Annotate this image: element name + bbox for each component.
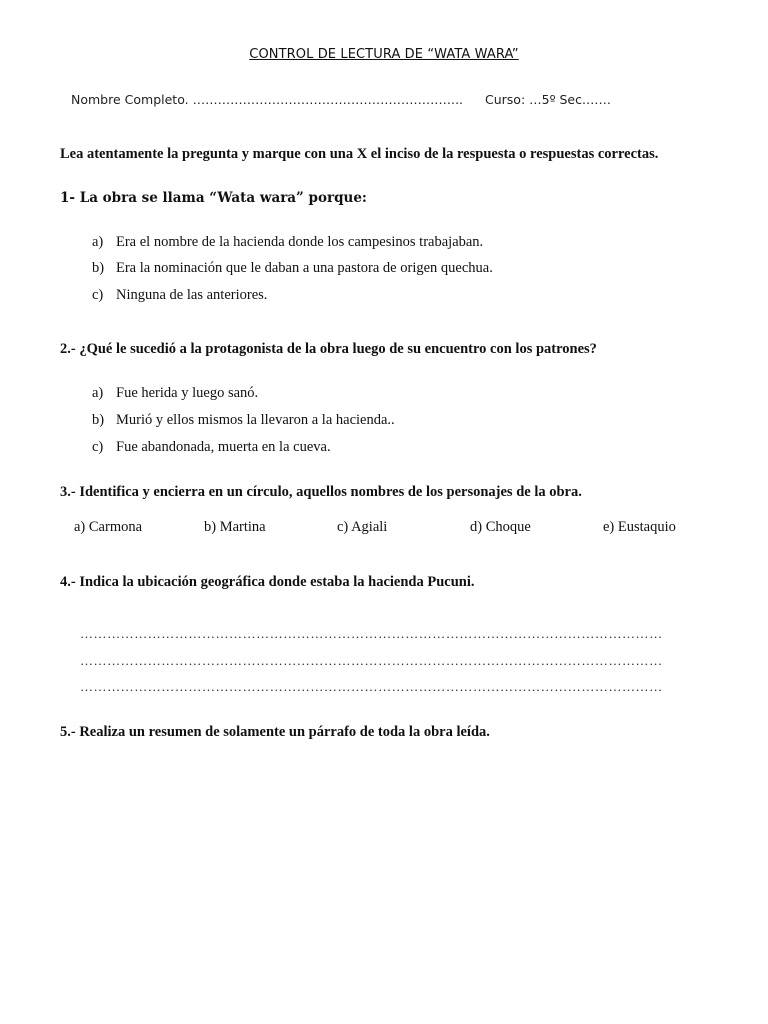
question-3: 3.- Identifica y encierra en un círculo, aquellos nombres de los personajes de la obra. [60,484,582,500]
option-letter: b) [92,260,105,276]
course-label: Curso: [485,92,526,107]
option-text: Fue herida y luego sanó. [116,385,259,401]
option-text: Era el nombre de la hacienda donde los campesinos trabajaban. [116,234,484,250]
character-choice-d[interactable]: d) Choque [470,519,531,535]
student-info-line [71,92,611,107]
option-letter: a) [92,385,104,401]
question-1: 1- La obra se llama “Wata wara” porque: [60,190,367,206]
course-value: …5º Sec.…… [529,92,611,107]
option-text: Ninguna de las anteriores. [116,287,268,303]
option-letter: c) [92,287,104,303]
instructions: Lea atentamente la pregunta y marque con una X el inciso de la respuesta o respuestas correctas. [60,146,659,162]
option-letter: b) [92,412,105,428]
character-choice-c[interactable]: c) Agiali [337,519,388,535]
question-1-option-b[interactable] [92,260,493,277]
question-2: 2.- ¿Qué le sucedió a la protagonista de la obra luego de su encuentro con los patrones? [60,341,597,357]
question-2-option-a[interactable] [92,385,258,402]
name-blank[interactable]: ……………………………………………………….. [192,92,464,107]
question-1-option-c[interactable] [92,287,267,304]
option-text: Fue abandonada, muerta en la cueva. [116,439,331,455]
character-choice-a[interactable]: a) Carmona [74,519,143,535]
answer-line[interactable]: ………………………………………………………………………………………………………………… [80,626,663,641]
character-choice-e[interactable]: e) Eustaquio [603,519,676,535]
answer-line[interactable]: ………………………………………………………………………………………………………………… [80,679,663,694]
question-2-option-b[interactable] [92,412,395,429]
option-text: Murió y ellos mismos la llevaron a la hacienda.. [116,412,395,428]
question-4: 4.- Indica la ubicación geográfica donde estaba la hacienda Pucuni. [60,574,475,590]
name-label: Nombre Completo. [71,92,189,107]
option-text: Era la nominación que le daban a una pastora de origen quechua. [116,260,493,276]
question-5: 5.- Realiza un resumen de solamente un párrafo de toda la obra leída. [60,724,490,740]
option-letter: c) [92,439,104,455]
page-title: CONTROL DE LECTURA DE “WATA WARA” [249,47,519,62]
question-2-option-c[interactable] [92,439,331,456]
character-choice-b[interactable]: b) Martina [204,519,266,535]
answer-line[interactable]: ………………………………………………………………………………………………………………… [80,653,663,668]
question-1-option-a[interactable] [92,234,483,251]
option-letter: a) [92,234,104,250]
